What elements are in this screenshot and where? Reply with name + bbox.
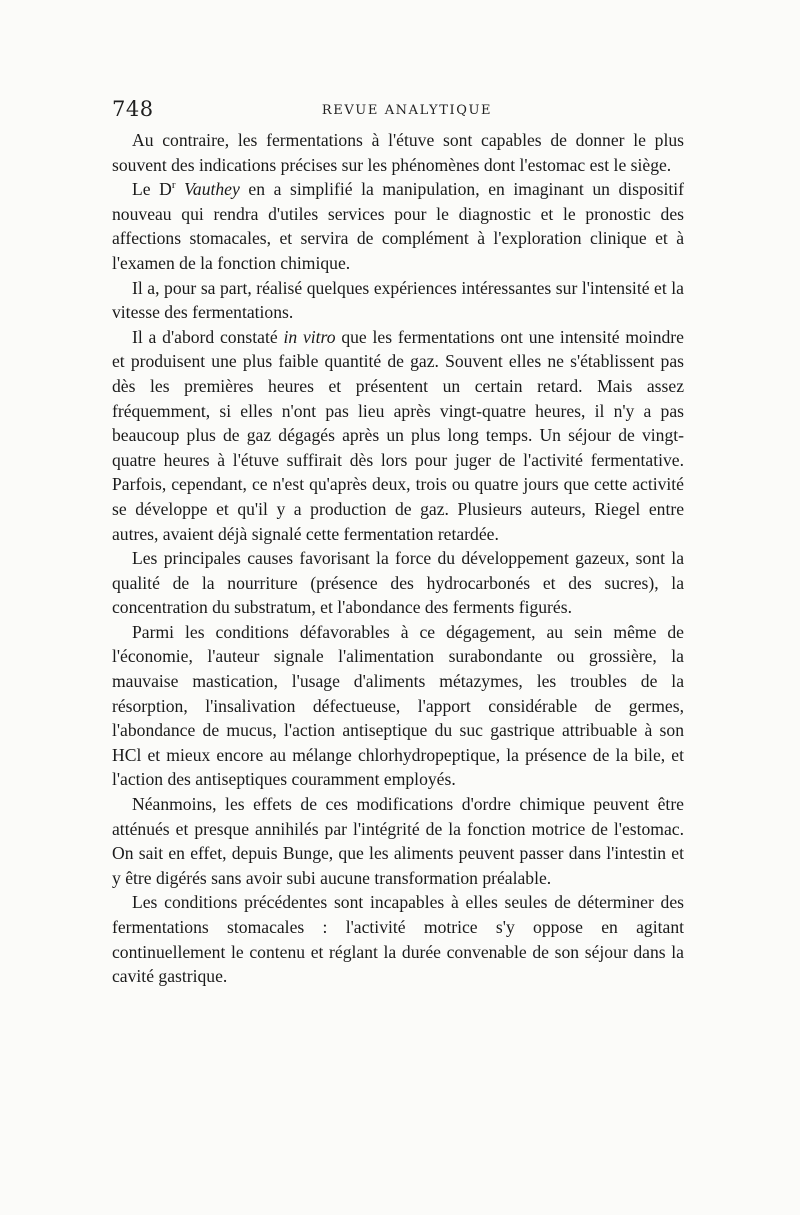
paragraph-text: Au contraire, les fermentations à l'étuve sont capables de donner le plus souvent des indications précises sur les phénomènes dont l'estomac est le siège. <box>112 130 684 175</box>
latin-term: in vitro <box>283 326 336 347</box>
paragraph-text: Néanmoins, les effets de ces modifications d'ordre chimique peuvent être atténués et presque annihilés par l'intégrité de la fonction motrice de l'estomac. On sait en effet, depuis Bunge, que les aliments peuvent passer dans l'intestin et y être digérés sans avoir subi aucune transformation préalable. <box>112 794 684 888</box>
word-space <box>176 179 185 199</box>
paragraph-text-start: Le D <box>132 179 172 200</box>
paragraph-4 <box>112 325 684 546</box>
paragraph-7 <box>112 792 684 890</box>
paragraph-text-end: que les fermentations ont une intensité moindre et produisent une plus faible quantité de gaz. Souvent elles ne s'établissent pas dès les premières heures et présentent un certain retard. Mais assez fréquemment, si elles n'ont pas lieu après vingt-quatre heures, il n'y a pas beaucoup plus de gaz dégagés après un plus long temps. Un séjour de vingt-quatre heures à l'étuve suffirait dès lors pour juger de l'activité fermentative. Parfois, cependant, ce n'est qu'après deux, trois ou quatre jours que cette activité se développe et qu'il y a production de gaz. Plusieurs auteurs, Riegel entre autres, avaient déjà signalé cette fermentation retardée. <box>112 326 684 544</box>
paragraph-text-end: en a simplifié la manipulation, en imaginant un dispositif nouveau qui rendra d'utiles services pour le diagnostic et le pronostic des affections stomacales, et servira de complément à l'exploration clinique et à l'examen de la fonction chimique. <box>112 179 684 273</box>
paragraph-text: Les conditions précédentes sont incapables à elles seules de déterminer des fermentations stomacales : l'activité motrice s'y oppose en agitant continuellement le contenu et réglant la durée convenable de son séjour dans la cavité gastrique. <box>112 892 684 987</box>
paragraph-text-start: Il a d'abord constaté <box>132 326 284 347</box>
body-text <box>112 128 684 989</box>
paragraph-8 <box>112 890 684 988</box>
paragraph-5 <box>112 546 684 620</box>
running-title: REVUE ANALYTIQUE <box>321 103 493 118</box>
paragraph-6 <box>112 620 684 792</box>
paragraph-text: Parmi les conditions défavorables à ce dégagement, au sein même de l'économie, l'auteur signale l'alimentation surabondante ou grossière, la mauvaise mastication, l'usage d'aliments métazymes, les troubles de la résorption, l'insalivation défectueuse, l'apport considérable de germes, l'abondance de mucus, l'action antiseptique du suc gastrique attribuable à son HCl et mieux encore au mélange chlorhydropeptique, la présence de la bile, et l'action des antiseptiques couramment employés. <box>112 621 684 790</box>
paragraph-2 <box>112 177 684 275</box>
paragraph-1 <box>112 128 684 177</box>
page-header <box>112 97 688 125</box>
paragraph-text: Il a, pour sa part, réalisé quelques expériences intéressantes sur l'intensité et la vitesse des fermentations. <box>112 277 684 323</box>
author-name: Vauthey <box>184 179 240 200</box>
paragraph-text: Les principales causes favorisant la force du développement gazeux, sont la qualité de la nourriture (présence des hydrocarbonés et des sucres), la concentration du substratum, et l'abondance des ferments figurés. <box>112 548 684 618</box>
page-number: 748 <box>112 97 154 121</box>
paragraph-3 <box>112 276 684 325</box>
doctor-abbrev-superscript: r <box>171 179 176 192</box>
